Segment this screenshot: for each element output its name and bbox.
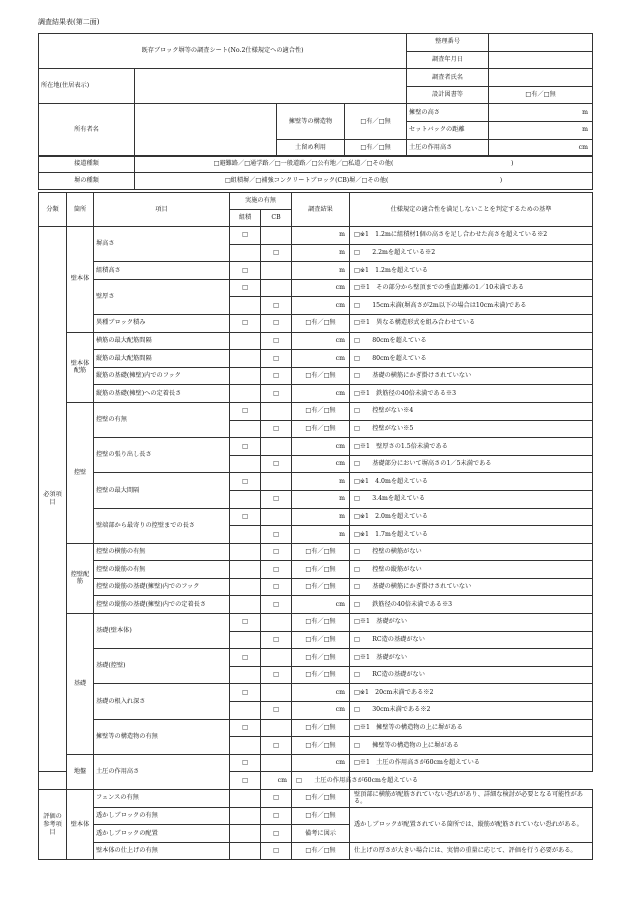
check-cb[interactable]: □ bbox=[261, 314, 292, 332]
criteria-text[interactable]: □※1 1.2mに組積材1個の高さを足し合わせた高さを超えている※2 bbox=[350, 227, 593, 245]
check-cb-empty bbox=[261, 508, 292, 526]
check-kumiseki-empty bbox=[230, 596, 261, 614]
check-kumiseki-empty bbox=[230, 666, 261, 684]
check-cb[interactable]: □ bbox=[261, 420, 292, 438]
result-yn[interactable]: □有／□無 bbox=[292, 719, 350, 737]
criteria-text[interactable]: □ 土圧の作用高さが60cmを超えている bbox=[292, 772, 350, 790]
criteria-text[interactable]: □ 基礎部分において塀高さの1／5未満である bbox=[350, 455, 593, 473]
item-doatsu: 土圧の作用高さ bbox=[94, 754, 230, 789]
check-cb[interactable]: □ bbox=[261, 350, 292, 368]
check-cb-empty bbox=[261, 614, 292, 632]
check-cb[interactable]: □ bbox=[261, 455, 292, 473]
check-cb[interactable]: □ bbox=[261, 631, 292, 649]
check-kumiseki[interactable]: □ bbox=[230, 754, 261, 772]
criteria-text: 透かしブロックが配置されている箇所では、縦筋が配筋されていない恐れがある。 bbox=[350, 807, 593, 842]
result-input[interactable]: cm bbox=[292, 350, 350, 368]
criteria-text[interactable]: □※1 2.0mを超えている bbox=[350, 508, 593, 526]
check-kumiseki[interactable]: □ bbox=[230, 719, 261, 737]
check-cb-empty bbox=[261, 279, 292, 297]
result-yn[interactable]: □有／□無 bbox=[292, 631, 350, 649]
item-kiso-heki: 基礎(壁本体) bbox=[94, 614, 230, 649]
check-kumiseki-empty bbox=[230, 332, 261, 350]
criteria-text[interactable]: □※1 土圧の作用高さが60cmを超えている bbox=[350, 754, 593, 772]
item-tate-haikin: 縦筋の最大配筋間隔 bbox=[94, 350, 230, 368]
design-docs-option[interactable]: □有／□無 bbox=[489, 86, 593, 104]
result-yn[interactable]: □有／□無 bbox=[292, 790, 350, 808]
col-criteria: 仕様規定の適合性を満足しないことを判定するための基準 bbox=[350, 193, 593, 227]
location-kiso: 基礎 bbox=[67, 614, 94, 755]
criteria-text[interactable]: □ 控壁がない※5 bbox=[350, 420, 593, 438]
check-cb-empty bbox=[261, 227, 292, 245]
survey-main-table bbox=[38, 192, 593, 860]
criteria-text[interactable]: □ 控壁の横筋がない bbox=[350, 543, 593, 561]
result-yn[interactable]: □有／□無 bbox=[292, 543, 350, 561]
result-input[interactable]: cm bbox=[292, 684, 350, 702]
field-seiri[interactable] bbox=[489, 34, 593, 52]
label-date: 調査年月日 bbox=[407, 51, 489, 69]
check-kumiseki[interactable]: □ bbox=[230, 279, 261, 297]
check-cb-empty bbox=[261, 649, 292, 667]
criteria-text[interactable]: □※1 20cm未満である※2 bbox=[350, 684, 593, 702]
criteria-text[interactable]: □ 基礎の横筋にかぎ掛けされていない bbox=[350, 367, 593, 385]
result-input[interactable]: cm bbox=[292, 596, 350, 614]
check-cb[interactable]: □ bbox=[261, 244, 292, 262]
result-yn[interactable]: □有／□無 bbox=[292, 737, 350, 755]
sheet-title: 既存ブロック塀等の調査シート(No.2仕様規定への適合性) bbox=[39, 34, 407, 69]
check-kumiseki-empty bbox=[230, 350, 261, 368]
col-impl: 実施の有無 bbox=[230, 193, 292, 210]
check-kumiseki-empty bbox=[230, 543, 261, 561]
check-cb[interactable]: □ bbox=[261, 737, 292, 755]
criteria-text[interactable]: □※1 1.7mを超えている bbox=[350, 526, 593, 544]
road-type-table bbox=[38, 155, 593, 190]
criteria-text[interactable]: □ RC造の基礎がない bbox=[350, 631, 593, 649]
check-kumiseki[interactable]: □ bbox=[230, 649, 261, 667]
location-hekitai-haikin: 壁本体配筋 bbox=[67, 332, 94, 402]
check-kumiseki-empty bbox=[230, 490, 261, 508]
criteria-text[interactable]: □ 鉄筋径の40倍未満である※3 bbox=[350, 596, 593, 614]
item-tate-teichaku: 縦筋の基礎(擁壁)への定着長さ bbox=[94, 385, 230, 403]
check-kumiseki[interactable]: □ bbox=[230, 314, 261, 332]
result-input[interactable]: cm bbox=[292, 297, 350, 315]
result-yn[interactable]: □有／□無 bbox=[292, 314, 350, 332]
criteria-text[interactable]: □ 15cm未満(塀高さが2m以下の場合は10cm未満)である bbox=[350, 297, 593, 315]
check-cb[interactable]: □ bbox=[261, 561, 292, 579]
result-input[interactable]: cm bbox=[261, 772, 292, 790]
item-hikae-haridashi: 控壁の張り出し長さ bbox=[94, 438, 230, 473]
criteria-text[interactable]: □ 2.2mを超えている※2 bbox=[350, 244, 593, 262]
location-hekitai: 壁本体 bbox=[67, 227, 94, 333]
criteria-text[interactable]: □※1 壁厚さの1.5倍未満である bbox=[350, 438, 593, 456]
check-kumiseki[interactable]: □ bbox=[230, 262, 261, 280]
result-input[interactable]: m bbox=[292, 262, 350, 280]
road-options[interactable]: □避難路／□通学路／□一般道路／□公有地／□私道／□その他( ) bbox=[135, 156, 593, 173]
col-location: 箇所 bbox=[67, 193, 94, 227]
item-shiage: 壁本体の仕上げの有無 bbox=[94, 842, 230, 860]
item-hikae-kankaku: 控壁の最大間隔 bbox=[94, 473, 230, 508]
label-setback: セットバックの距離 bbox=[407, 121, 489, 139]
setback-unit[interactable]: m bbox=[489, 121, 593, 139]
item-kiso-hikae: 基礎(控壁) bbox=[94, 649, 230, 684]
location-hikae: 控壁 bbox=[67, 402, 94, 543]
item-yoheki-umu: 擁壁等の構造物の有無 bbox=[94, 719, 230, 754]
location-jiban: 地盤 bbox=[67, 754, 94, 789]
check-cb[interactable]: □ bbox=[261, 526, 292, 544]
check-cb[interactable]: □ bbox=[261, 842, 292, 860]
col-cb: CB bbox=[261, 210, 292, 227]
col-category: 分類 bbox=[39, 193, 67, 227]
check-kumiseki[interactable]: □ bbox=[230, 614, 261, 632]
check-kumiseki-empty bbox=[39, 772, 67, 790]
result-input[interactable]: m bbox=[292, 508, 350, 526]
check-kumiseki-empty bbox=[230, 578, 261, 596]
check-cb[interactable]: □ bbox=[261, 825, 292, 843]
criteria-text: 壁頂部に横筋が配筋されていない恐れがあり、詳細な検討が必要となる可能性がある。 bbox=[350, 790, 593, 808]
item-hikae-yoko: 控壁の横筋の有無 bbox=[94, 543, 230, 561]
yoheki-option[interactable]: □有／□無 bbox=[345, 104, 407, 139]
result-yn[interactable]: □有／□無 bbox=[292, 578, 350, 596]
check-kumiseki[interactable]: □ bbox=[230, 508, 261, 526]
page-title: 調査結果表(第二面) bbox=[38, 18, 100, 26]
category-required: 必須項目 bbox=[39, 227, 67, 772]
check-kumiseki-empty bbox=[230, 420, 261, 438]
result-input[interactable]: cm bbox=[292, 438, 350, 456]
check-kumiseki-empty bbox=[230, 244, 261, 262]
result-yn[interactable]: □有／□無 bbox=[292, 402, 350, 420]
result-input[interactable]: m bbox=[292, 227, 350, 245]
check-cb[interactable]: □ bbox=[261, 578, 292, 596]
check-cb[interactable]: □ bbox=[261, 807, 292, 825]
check-kumiseki[interactable]: □ bbox=[230, 438, 261, 456]
check-cb-empty bbox=[261, 438, 292, 456]
criteria-text[interactable]: □※1 基礎がない bbox=[350, 614, 593, 632]
check-cb[interactable]: □ bbox=[261, 385, 292, 403]
label-wall-type: 塀の種類 bbox=[39, 173, 135, 190]
check-kumiseki-empty bbox=[230, 807, 261, 825]
check-cb-empty bbox=[261, 402, 292, 420]
field-date[interactable] bbox=[489, 51, 593, 69]
item-hikae-hook: 控壁の縦筋の基礎(擁壁)内でのフック bbox=[94, 578, 230, 596]
criteria-text[interactable]: □ 80cmを超えている bbox=[350, 332, 593, 350]
item-hikae-umu: 控壁の有無 bbox=[94, 402, 230, 437]
survey-header-table bbox=[38, 33, 593, 157]
check-kumiseki-empty bbox=[230, 737, 261, 755]
category-reference: 評価の参考項目 bbox=[39, 790, 67, 860]
criteria-text[interactable]: □※1 鉄筋径の40倍未満である※3 bbox=[350, 385, 593, 403]
item-heki-atsu: 壁厚さ bbox=[94, 279, 230, 314]
yoheki-height-unit[interactable]: m bbox=[489, 104, 593, 122]
check-cb-empty bbox=[261, 684, 292, 702]
check-kumiseki-empty bbox=[230, 561, 261, 579]
item-fence: フェンスの有無 bbox=[94, 790, 230, 808]
criteria-text[interactable]: □※1 異なる構造形式を組み合わせている bbox=[350, 314, 593, 332]
check-kumiseki-empty bbox=[230, 631, 261, 649]
result-yn[interactable]: □有／□無 bbox=[292, 561, 350, 579]
item-yoko-haikin: 横筋の最大配筋間隔 bbox=[94, 332, 230, 350]
label-yoheki-height: 擁壁の高さ bbox=[407, 104, 489, 122]
result-input[interactable]: cm bbox=[292, 702, 350, 720]
check-cb[interactable]: □ bbox=[261, 702, 292, 720]
criteria-text[interactable]: □ 80cmを超えている bbox=[350, 350, 593, 368]
item-ishu: 異種ブロック積み bbox=[94, 314, 230, 332]
result-input[interactable]: m bbox=[292, 473, 350, 491]
result-input[interactable]: m bbox=[292, 244, 350, 262]
label-soil-height: 土圧の作用高さ bbox=[407, 139, 489, 157]
criteria-text[interactable]: □※1 擁壁等の構造物の上に塀がある bbox=[350, 719, 593, 737]
criteria-text: 仕上げの厚さが大きい場合には、実情の重量に応じて、評価を行う必要がある。 bbox=[350, 842, 593, 860]
check-cb-empty bbox=[261, 719, 292, 737]
item-hikae-tate: 控壁の縦筋の有無 bbox=[94, 561, 230, 579]
item-heidaka: 塀高さ bbox=[94, 227, 230, 262]
criteria-text[interactable]: □ RC造の基礎がない bbox=[350, 666, 593, 684]
check-kumiseki[interactable]: □ bbox=[230, 473, 261, 491]
result-input[interactable]: cm bbox=[292, 385, 350, 403]
check-kumiseki-empty bbox=[230, 385, 261, 403]
field-owner[interactable] bbox=[135, 104, 277, 157]
result-input[interactable]: cm bbox=[292, 332, 350, 350]
criteria-text[interactable]: □ 擁壁等の構造物の上に塀がある bbox=[350, 737, 593, 755]
check-cb[interactable]: □ bbox=[261, 543, 292, 561]
col-result: 調査結果 bbox=[292, 193, 350, 227]
result-input[interactable]: cm bbox=[292, 455, 350, 473]
check-kumiseki-empty bbox=[230, 825, 261, 843]
check-cb[interactable]: □ bbox=[261, 332, 292, 350]
item-sukashi-haichi: 透かしブロックの配置 bbox=[94, 825, 230, 843]
check-cb[interactable]: □ bbox=[261, 790, 292, 808]
check-kumiseki-empty bbox=[230, 367, 261, 385]
check-cb[interactable]: □ bbox=[261, 490, 292, 508]
item-nedire: 基礎の根入れ深さ bbox=[94, 684, 230, 719]
result-input[interactable]: cm bbox=[292, 754, 350, 772]
criteria-text[interactable]: □※1 その部分から壁頂までの垂直距離の1／10未満である bbox=[350, 279, 593, 297]
item-hikae-teichaku: 控壁の縦筋の基礎(擁壁)内での定着長さ bbox=[94, 596, 230, 614]
label-dodome: 土留め利用 bbox=[277, 139, 345, 157]
check-kumiseki-empty bbox=[230, 702, 261, 720]
check-cb-empty bbox=[261, 262, 292, 280]
result-yn[interactable]: □有／□無 bbox=[292, 666, 350, 684]
item-sukashi-umu: 透かしブロックの有無 bbox=[94, 807, 230, 825]
result-yn[interactable]: □有／□無 bbox=[292, 614, 350, 632]
check-kumiseki[interactable]: □ bbox=[230, 402, 261, 420]
result-yn[interactable]: □有／□無 bbox=[292, 367, 350, 385]
label-yoheki: 擁壁等の構造物 bbox=[277, 104, 345, 139]
check-cb-empty bbox=[261, 473, 292, 491]
location-hekitai-ref: 壁本体 bbox=[67, 790, 94, 860]
criteria-text[interactable]: □ 3.4mを超えている bbox=[350, 490, 593, 508]
criteria-text[interactable]: □※1 4.0mを超えている bbox=[350, 473, 593, 491]
result-yn[interactable]: □有／□無 bbox=[292, 807, 350, 825]
result-yn[interactable]: □有／□無 bbox=[292, 842, 350, 860]
result-input[interactable]: m bbox=[292, 490, 350, 508]
criteria-text[interactable]: □ 30cm未満である※2 bbox=[350, 702, 593, 720]
check-cb[interactable]: □ bbox=[230, 772, 261, 790]
check-kumiseki-empty bbox=[230, 455, 261, 473]
label-seiri: 整理番号 bbox=[407, 34, 489, 52]
criteria-text[interactable]: □ 基礎の横筋にかぎ掛けされていない bbox=[350, 578, 593, 596]
criteria-text[interactable]: □※1 基礎がない bbox=[350, 649, 593, 667]
field-location[interactable] bbox=[135, 69, 407, 104]
check-kumiseki[interactable]: □ bbox=[230, 227, 261, 245]
result-bikou[interactable]: 備考に図示 bbox=[292, 825, 350, 843]
label-road: 接道種類 bbox=[39, 156, 135, 173]
soil-height-unit[interactable]: cm bbox=[489, 139, 593, 157]
item-tate-hook: 縦筋の基礎(擁壁)内でのフック bbox=[94, 367, 230, 385]
check-kumiseki[interactable]: □ bbox=[230, 684, 261, 702]
wall-type-options[interactable]: □組積塀／□補強コンクリートブロック(CB)塀／□その他( ) bbox=[135, 173, 593, 190]
check-kumiseki-empty bbox=[230, 526, 261, 544]
check-cb[interactable]: □ bbox=[261, 596, 292, 614]
location-hikae-haikin: 控壁配筋 bbox=[67, 543, 94, 613]
check-cb[interactable]: □ bbox=[261, 297, 292, 315]
result-yn[interactable]: □有／□無 bbox=[292, 649, 350, 667]
label-owner: 所有者名 bbox=[39, 104, 135, 157]
result-input[interactable]: m bbox=[292, 526, 350, 544]
label-location: 所在地(住居表示) bbox=[39, 69, 135, 104]
item-hekitanbu: 壁端部から最寄りの控壁までの長さ bbox=[94, 508, 230, 543]
dodome-option[interactable]: □有／□無 bbox=[345, 139, 407, 157]
col-item: 項目 bbox=[94, 193, 230, 227]
item-kumiseki-height: 組積高さ bbox=[94, 262, 230, 280]
check-cb-empty bbox=[261, 754, 292, 772]
label-inspector: 調査者氏名 bbox=[407, 69, 489, 87]
check-kumiseki-empty bbox=[230, 842, 261, 860]
field-inspector[interactable] bbox=[489, 69, 593, 87]
criteria-text[interactable]: □ 控壁の縦筋がない bbox=[350, 561, 593, 579]
result-yn[interactable]: □有／□無 bbox=[292, 420, 350, 438]
check-cb[interactable]: □ bbox=[261, 367, 292, 385]
criteria-text[interactable]: □※1 1.2mを超えている bbox=[350, 262, 593, 280]
check-cb[interactable]: □ bbox=[261, 666, 292, 684]
criteria-text[interactable]: □ 控壁がない※4 bbox=[350, 402, 593, 420]
label-design-docs: 設計図書等 bbox=[407, 86, 489, 104]
check-kumiseki-empty bbox=[230, 297, 261, 315]
result-input[interactable]: cm bbox=[292, 279, 350, 297]
check-kumiseki-empty bbox=[230, 790, 261, 808]
col-kumiseki: 組積 bbox=[230, 210, 261, 227]
